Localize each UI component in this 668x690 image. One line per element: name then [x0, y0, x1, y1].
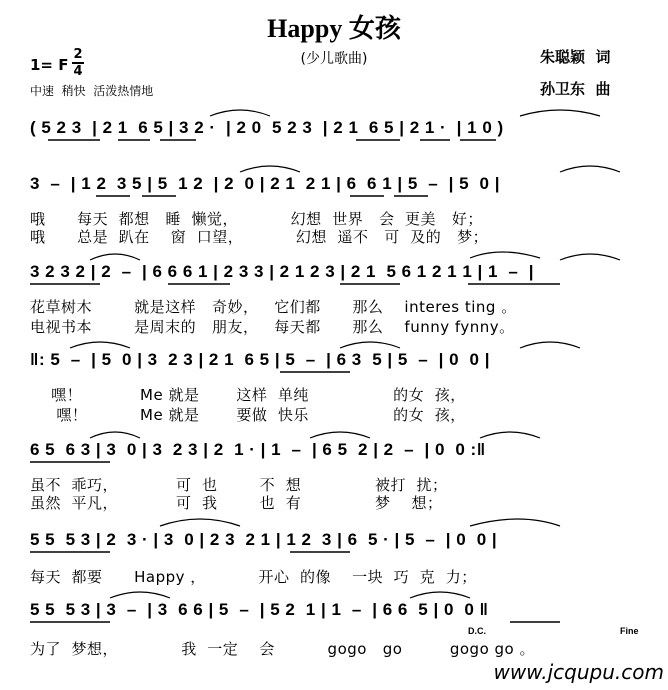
tie-11	[90, 432, 140, 438]
tie-14	[160, 519, 240, 526]
notation-line-1: ( 5 2 3 | 2 1 6 5 | 3 2 · | 2 0 5 2 3 | 2 1 6 5 | 2 1 · | 1 0 )	[30, 118, 504, 137]
tie-8	[70, 342, 130, 348]
time-signature-top: 2	[73, 47, 83, 62]
lyricist-credit: 朱聪颖 词	[540, 48, 611, 66]
notation-line-7: 5 5 5 3 | 3 – | 3 6 6 | 5 – | 5 2 1 | 1 – | 6 6 5 | 0 0 ‖	[30, 600, 489, 619]
lyric-line-4a: 虽不 乖巧， 可 也 不 想 被打 扰；	[30, 476, 448, 494]
tie-7	[560, 254, 620, 260]
notation-line-3: 3 2 3 2 | 2 – | 6 6 6 1 | 2 3 3 | 2 1 2 3 | 2 1 5 6 1 2 1 1 | 1 – |	[30, 262, 535, 281]
lyric-line-6: 为了 梦想， 我 一定 会 gogo go gogo go 。	[30, 640, 535, 658]
tie-6	[470, 252, 540, 258]
tie-13	[480, 432, 540, 438]
notation-line-5: 6 5 6 3 | 3 0 | 3 2 3 | 2 1 · | 1 – | 6 5 2 | 2 – | 0 0 :‖	[30, 440, 486, 459]
tie-15	[470, 519, 560, 526]
tie-5	[90, 254, 140, 260]
lyric-line-3b: 嘿！ Me 就是 要做 快乐 的女 孩，	[30, 406, 466, 424]
tempo-marking: 中速 稍快 活泼热情地	[30, 84, 154, 98]
tie-12	[310, 432, 370, 438]
composer-credit: 孙卫东 曲	[540, 80, 611, 98]
lyric-line-2a: 花草树木 就是这样 奇妙， 它们都 那么 interes ting 。	[30, 298, 517, 316]
tie-4	[560, 166, 620, 172]
tie-3	[240, 166, 300, 172]
lyric-line-1b: 哦 总是 趴在 窗 口望， 幻想 遥不 可 及的 梦；	[30, 228, 489, 246]
tie-9	[340, 342, 400, 348]
lyric-line-3a: 嘿！ Me 就是 这样 单纯 的女 孩，	[30, 386, 466, 404]
tie-1	[210, 110, 270, 116]
tie-10	[520, 342, 580, 348]
site-watermark: www.jcqupu.com	[493, 660, 664, 684]
tie-2	[520, 110, 600, 116]
notation-line-6: 5 5 5 3 | 2 3 · | 3 0 | 2 3 2 1 | 1 2 3 | 6 5 · | 5 – | 0 0 |	[30, 530, 498, 549]
lyric-line-5: 每天 都要 Happy ， 开心 的像 一块 巧 克 力；	[30, 568, 477, 586]
fine-marking: Fine	[620, 626, 639, 636]
dc-marking: D.C.	[468, 626, 486, 636]
notation-line-4: ‖: 5 – | 5 0 | 3 2 3 | 2 1 6 5 | 5 – | 6 3 5 | 5 – | 0 0 |	[30, 350, 490, 369]
tie-17	[410, 592, 470, 598]
song-subtitle: (少儿歌曲)	[300, 51, 368, 67]
lyric-line-1a: 哦 每天 都想 睡 懒觉， 幻想 世界 会 更美 好；	[30, 210, 483, 228]
key-signature: 1= F	[30, 56, 69, 74]
song-title: Happy 女孩	[267, 14, 401, 43]
tie-16	[110, 592, 170, 598]
notation-line-2: 3 – | 1 2 3 5 | 5 1 2 | 2 0 | 2 1 2 1 | 6 6 1 | 5 – | 5 0 |	[30, 174, 500, 193]
time-signature-bottom: 4	[73, 64, 83, 79]
lyric-line-2b: 电视书本 是周末的 朋友， 每天都 那么 funny fynny。	[30, 318, 515, 336]
lyric-line-4b: 虽然 平凡， 可 我 也 有 梦 想；	[30, 494, 443, 512]
